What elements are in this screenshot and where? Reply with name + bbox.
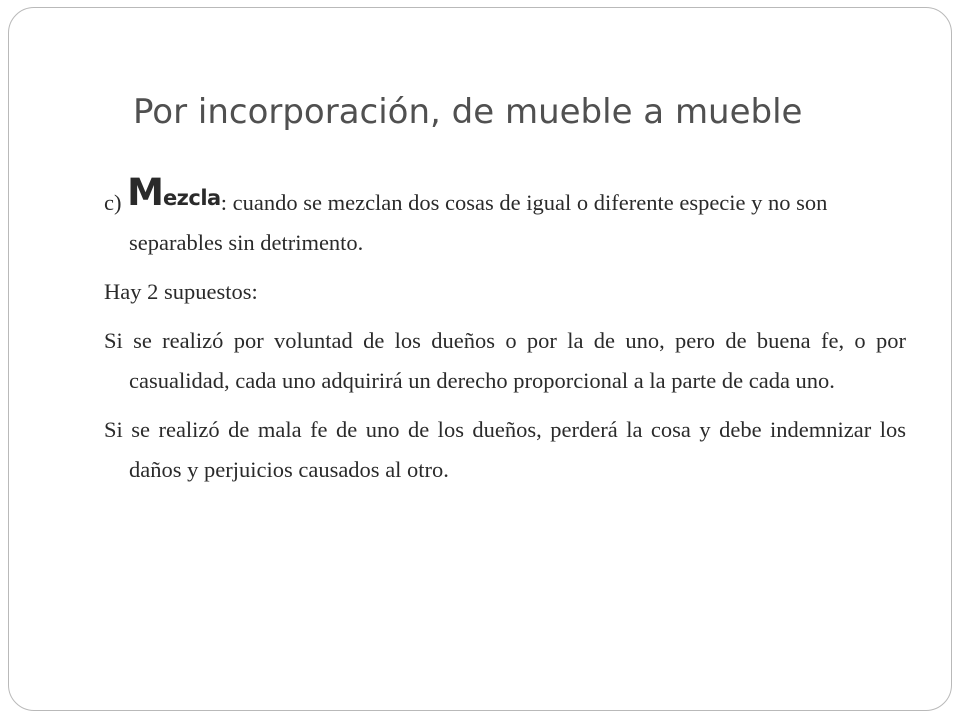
term-colon: : <box>220 190 227 215</box>
supuesto-mala-fe: Si se realizó de mala fe de uno de los dueños, perderá la cosa y debe indemnizar los daños y perjuicios causados al otro. <box>104 417 906 482</box>
item-prefix: c) <box>104 190 128 215</box>
definition-text: cuando se mezclan dos cosas de igual o diferente especie y no son separables sin detrimento. <box>129 190 828 255</box>
term-mezcla <box>127 171 221 215</box>
supuesto-buena-fe: Si se realizó por voluntad de los dueños o por la de uno, pero de buena fe, o por casualidad, cada uno adquirirá un derecho proporcional a la parte de cada uno. <box>104 328 906 393</box>
mezcla-definition <box>104 171 906 263</box>
slide-body <box>104 171 906 499</box>
term-initial-letter: M <box>127 171 163 214</box>
supuestos-heading: Hay 2 supuestos: <box>104 279 258 304</box>
term-rest-letters: ezcla <box>162 186 221 210</box>
slide-title: Por incorporación, de mueble a mueble <box>133 92 803 132</box>
